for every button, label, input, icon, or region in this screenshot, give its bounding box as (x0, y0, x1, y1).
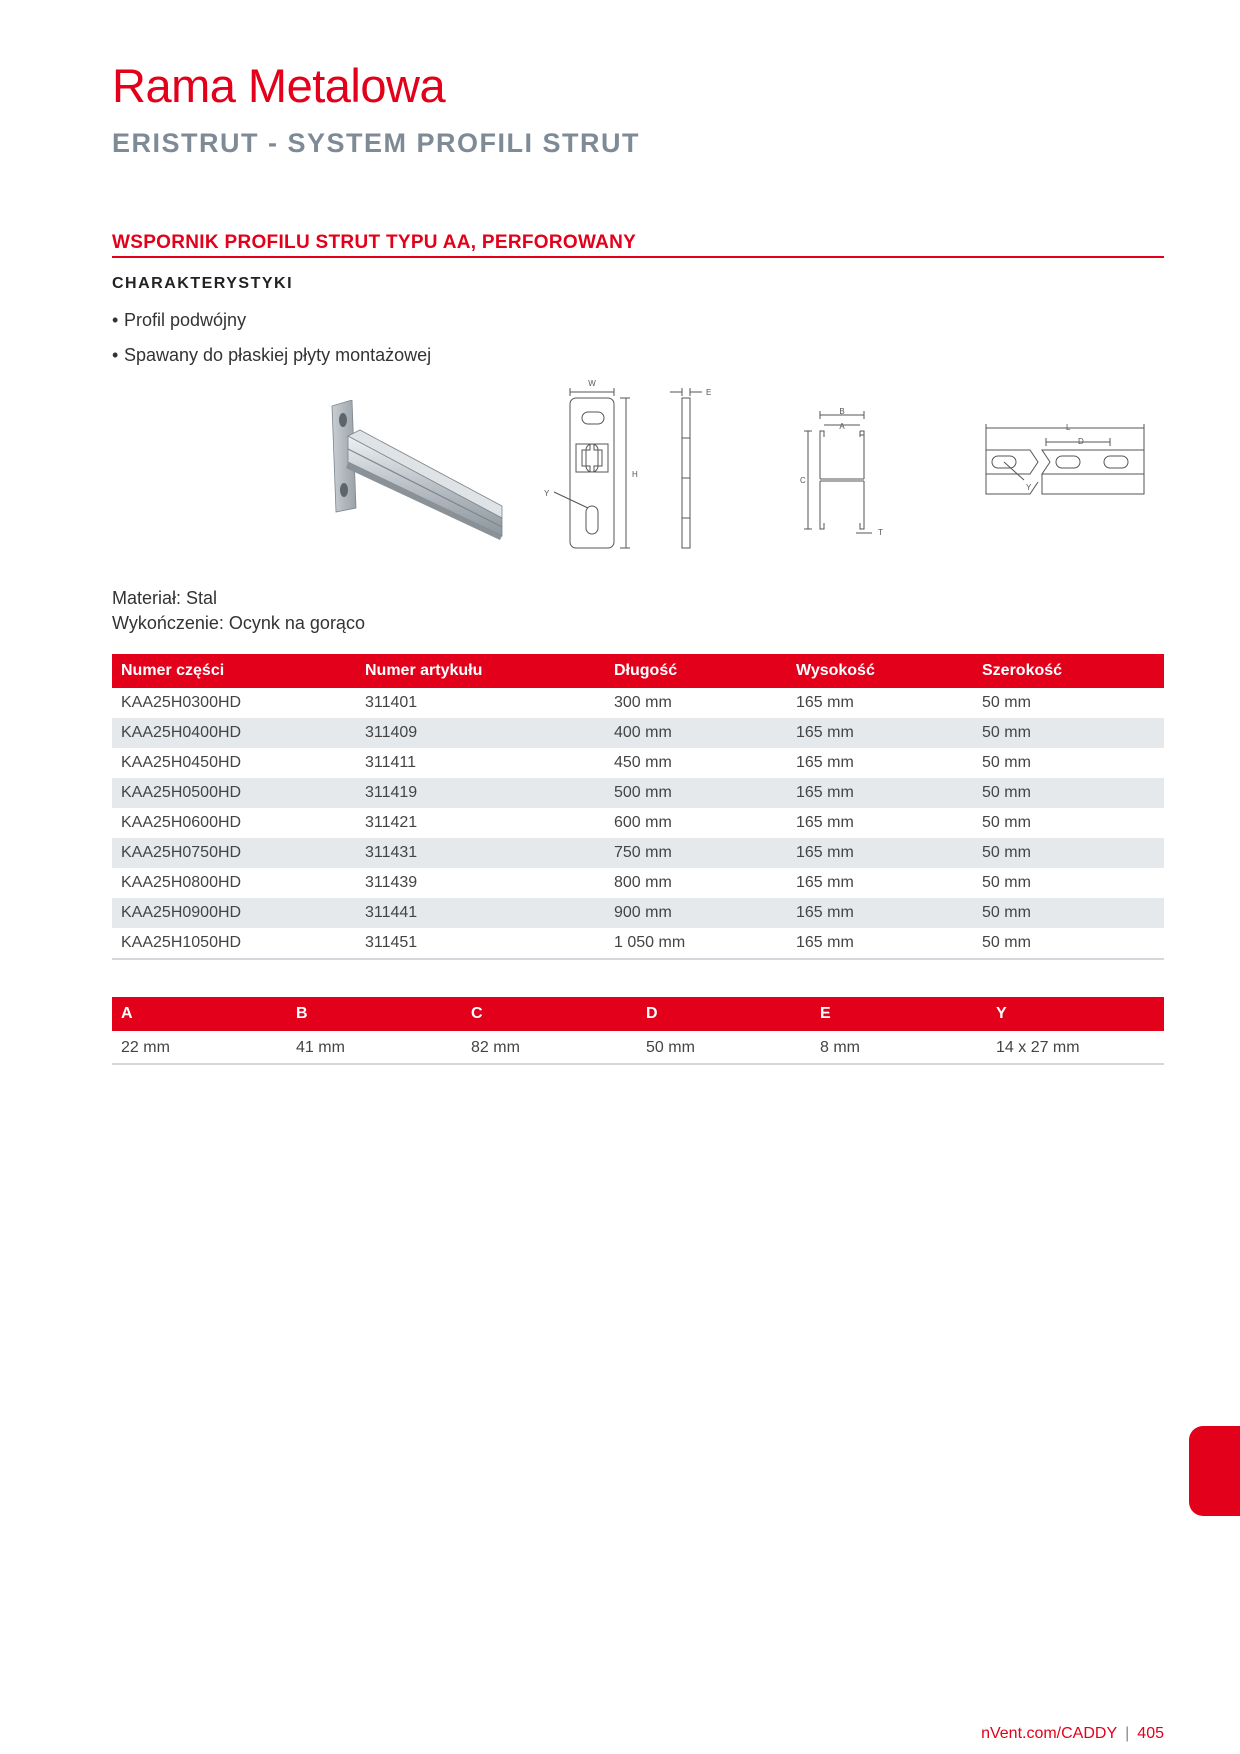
table-cell: 311439 (365, 874, 418, 891)
characteristics-heading: CHARAKTERYSTYKI (112, 275, 294, 292)
table-cell: 50 mm (637, 1031, 811, 1064)
table-cell: 311419 (356, 778, 605, 808)
table-cell: 311401 (365, 694, 418, 711)
diagram-label: L (1066, 423, 1071, 432)
table-cell: KAA25H0500HD (112, 778, 356, 808)
table-cell: 165 mm (796, 754, 854, 771)
table-cell: 165 mm (787, 898, 973, 928)
table-cell: KAA25H0450HD (121, 754, 242, 771)
diagram-label: C (800, 476, 806, 485)
feature-text: Profil podwójny (124, 310, 247, 330)
column-header: E (811, 997, 987, 1031)
dimensions-table (112, 997, 1164, 1065)
table-cell: 165 mm (787, 928, 973, 959)
feature-bullet: • Spawany do płaskiej płyty montażowej (112, 345, 432, 365)
table-cell: KAA25H1050HD (112, 928, 356, 959)
column-header: D (637, 997, 811, 1031)
column-header: A (112, 997, 287, 1031)
column-header: B (287, 997, 462, 1031)
column-header: Numer artykułu (356, 654, 605, 688)
table-cell: 50 mm (982, 814, 1031, 831)
diagram-label: E (706, 388, 712, 397)
table-row (112, 688, 1164, 718)
table-cell: KAA25H0800HD (121, 874, 242, 891)
table-cell: KAA25H0600HD (121, 814, 242, 831)
table-cell: 311409 (356, 718, 605, 748)
table-header-row (112, 654, 1164, 688)
diagram-label: B (839, 407, 845, 416)
page-subtitle: ERISTRUT - SYSTEM PROFILI STRUT (112, 128, 641, 158)
table-cell: 800 mm (614, 874, 672, 891)
table-cell: 82 mm (462, 1031, 637, 1064)
column-header: Szerokość (973, 654, 1164, 688)
table-cell: 900 mm (605, 898, 787, 928)
diagram-label: H (632, 470, 638, 479)
feature-text: Spawany do płaskiej płyty montażowej (124, 345, 432, 365)
column-header: Wysokość (787, 654, 973, 688)
table-row (112, 1031, 1164, 1064)
column-header: Długość (605, 654, 787, 688)
table-cell: 165 mm (796, 694, 854, 711)
diagram-label: D (1078, 437, 1084, 446)
plate-front-diagram (540, 378, 650, 553)
section-title: WSPORNIK PROFILU STRUT TYPU AA, PERFOROWANY (112, 232, 637, 253)
table-cell: 750 mm (605, 838, 787, 868)
table-cell: 600 mm (614, 814, 672, 831)
table-cell: 311421 (365, 814, 418, 831)
table-cell: 50 mm (973, 718, 1164, 748)
section-tab (1189, 1426, 1240, 1516)
table-cell: 50 mm (973, 838, 1164, 868)
table-cell: 400 mm (605, 718, 787, 748)
table-cell: 50 mm (973, 778, 1164, 808)
table-cell: 311431 (356, 838, 605, 868)
table-cell: 50 mm (982, 694, 1031, 711)
diagram-label: Y (1026, 483, 1032, 492)
plate-side-diagram (660, 378, 720, 553)
table-cell: 165 mm (796, 874, 854, 891)
page-title: Rama Metalowa (112, 59, 446, 112)
table-cell: 50 mm (982, 874, 1031, 891)
table-row (112, 808, 1164, 838)
table-row (112, 928, 1164, 959)
footer (981, 1726, 1164, 1742)
table-row (112, 748, 1164, 778)
table-cell: 8 mm (811, 1031, 987, 1064)
table-cell: 22 mm (112, 1031, 287, 1064)
footer-separator: | (1125, 1725, 1130, 1742)
table-cell: KAA25H0300HD (121, 694, 242, 711)
table-cell: 311451 (356, 928, 605, 959)
table-cell: KAA25H0900HD (112, 898, 356, 928)
channel-section-diagram (800, 405, 890, 535)
product-photo (330, 400, 505, 540)
table-header-row (112, 997, 1164, 1031)
products-table (112, 654, 1164, 960)
table-cell: 311411 (365, 754, 417, 771)
section-divider (112, 256, 1164, 258)
table-cell: 14 x 27 mm (987, 1031, 1164, 1064)
table-row (112, 778, 1164, 808)
page-number: 405 (1137, 1725, 1164, 1742)
table-cell: 165 mm (787, 718, 973, 748)
finish-text: Wykończenie: Ocynk na gorąco (112, 613, 365, 633)
column-header: Numer części (112, 654, 356, 688)
table-cell: KAA25H0750HD (112, 838, 356, 868)
table-cell: 41 mm (287, 1031, 462, 1064)
table-row (112, 718, 1164, 748)
table-cell: KAA25H0400HD (112, 718, 356, 748)
table-cell: 500 mm (605, 778, 787, 808)
table-row (112, 868, 1164, 898)
table-cell: 50 mm (973, 898, 1164, 928)
table-cell: 50 mm (982, 754, 1031, 771)
table-cell: 50 mm (973, 928, 1164, 959)
table-cell: 165 mm (796, 814, 854, 831)
table-cell: 1 050 mm (605, 928, 787, 959)
table-cell: 311441 (356, 898, 605, 928)
material-text: Materiał: Stal (112, 588, 218, 608)
diagram-label: Y (544, 489, 550, 498)
table-cell: 165 mm (787, 838, 973, 868)
table-cell: 165 mm (787, 778, 973, 808)
diagram-label: W (588, 379, 596, 388)
table-cell: 300 mm (614, 694, 672, 711)
column-header: Y (987, 997, 1164, 1031)
table-row (112, 838, 1164, 868)
column-header: C (462, 997, 637, 1031)
diagram-label: T (878, 528, 883, 535)
table-row (112, 898, 1164, 928)
footer-link[interactable]: nVent.com/CADDY (981, 1725, 1118, 1742)
feature-bullet: • Profil podwójny (112, 310, 247, 330)
table-cell: 450 mm (614, 754, 672, 771)
channel-length-diagram (980, 420, 1150, 510)
diagram-label: A (839, 422, 845, 431)
